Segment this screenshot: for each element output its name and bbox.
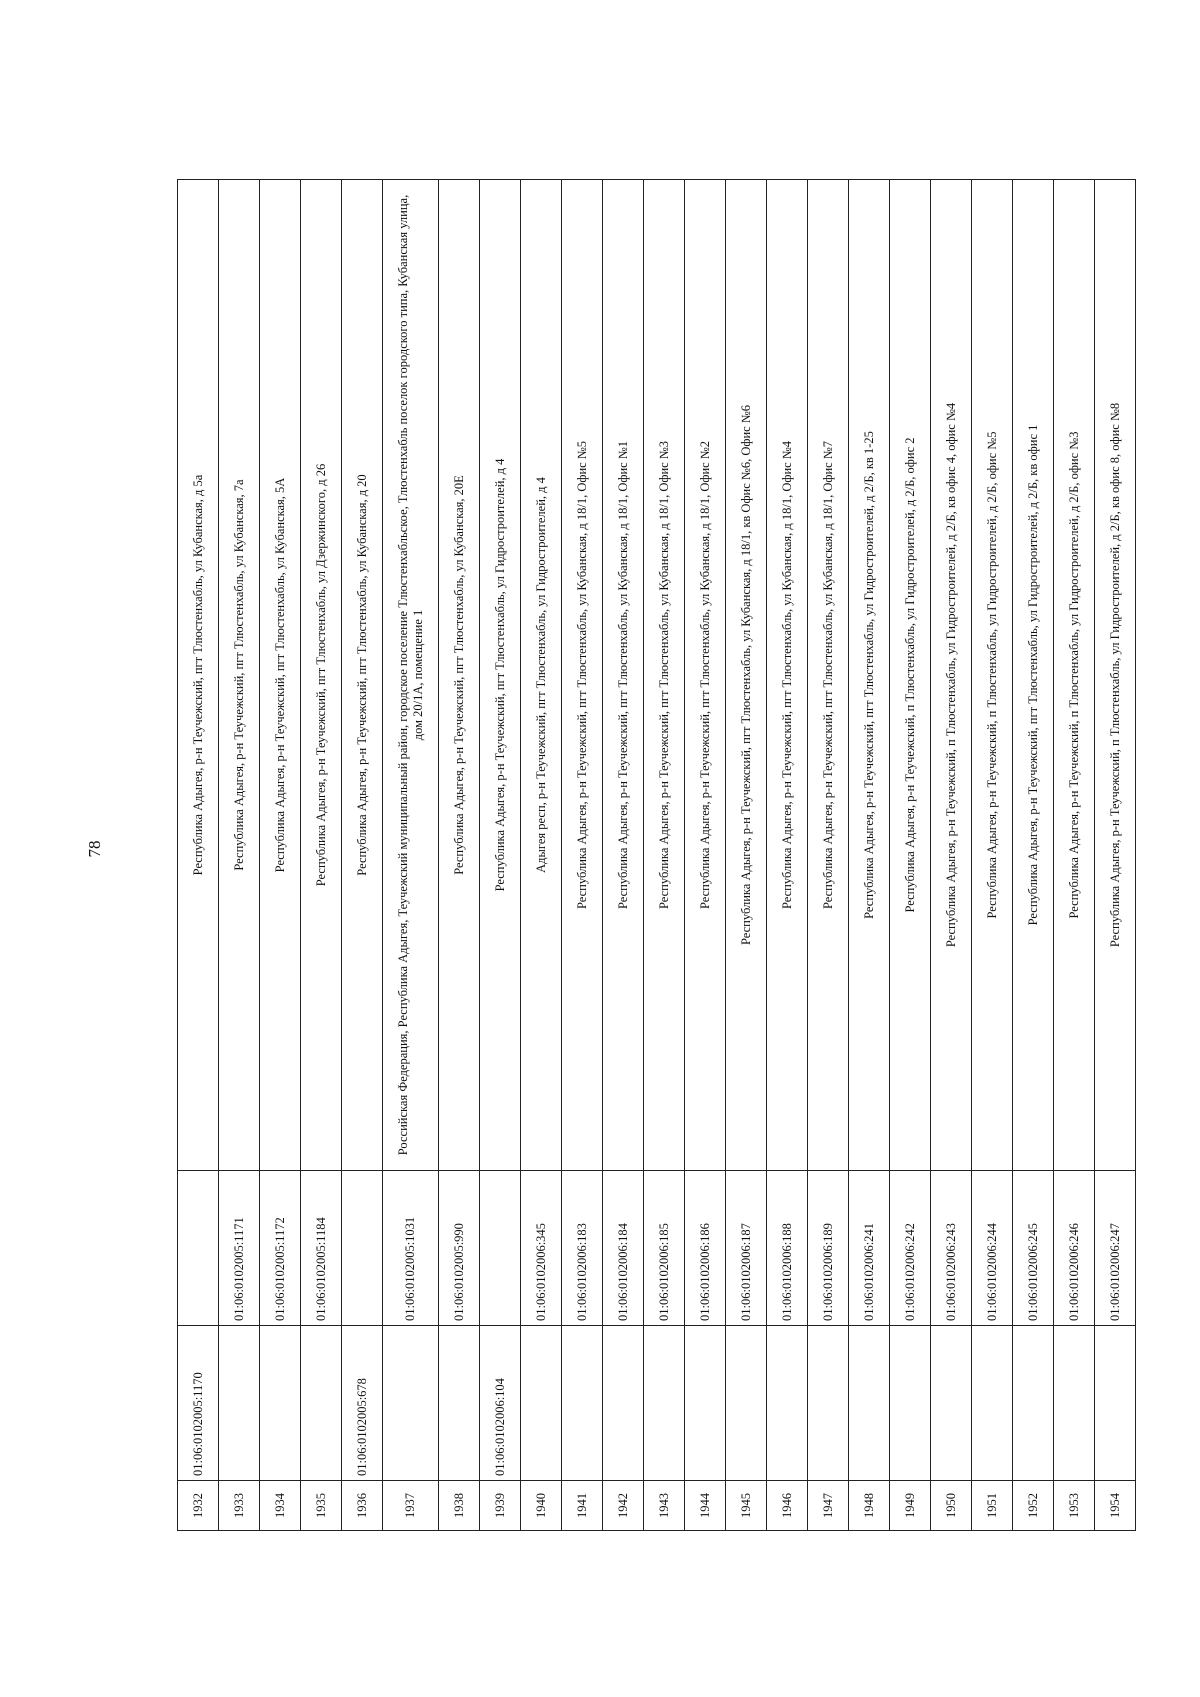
address: Республика Адыгея, р-н Теучежский, пгт Тлюстенхабль, ул Кубанская, д 18/1, Офис №1 — [603, 180, 644, 1171]
cadastral-number-parent: 01:06:0102005:1170 — [178, 1326, 219, 1481]
table-row — [1054, 180, 1095, 1531]
address: Республика Адыгея, р-н Теучежский, пгт Тлюстенхабль, ул Кубанская, д 5а — [178, 180, 219, 1171]
table-row — [1095, 180, 1136, 1531]
cadastral-number: 01:06:0102006:242 — [890, 1171, 931, 1326]
table-row — [849, 180, 890, 1531]
row-number: 1938 — [439, 1481, 480, 1531]
address: Республика Адыгея, р-н Теучежский, пгт Тлюстенхабль, ул Кубанская, 5А — [260, 180, 301, 1171]
address: Республика Адыгея, р-н Теучежский, пгт Тлюстенхабль, ул Дзержинского, д 26 — [301, 180, 342, 1171]
table-row — [1013, 180, 1054, 1531]
address: Республика Адыгея, р-н Теучежский, п Тлюстенхабль, ул Гидростроителей, д 2/Б, офис 2 — [890, 180, 931, 1171]
cadastral-number-parent — [439, 1326, 480, 1481]
row-number: 1935 — [301, 1481, 342, 1531]
address: Республика Адыгея, р-н Теучежский, пгт Тлюстенхабль, ул Кубанская, д 18/1, кв Офис №6, Офис №6 — [726, 180, 767, 1171]
cadastral-number: 01:06:0102006:189 — [808, 1171, 849, 1326]
cadastral-number-parent — [1013, 1326, 1054, 1481]
row-number: 1950 — [931, 1481, 972, 1531]
address: Республика Адыгея, р-н Теучежский, п Тлюстенхабль, ул Гидростроителей, д 2/Б, офис №3 — [1054, 180, 1095, 1171]
cadastral-number: 01:06:0102006:241 — [849, 1171, 890, 1326]
row-number: 1932 — [178, 1481, 219, 1531]
cadastral-number-parent: 01:06:0102005:678 — [342, 1326, 383, 1481]
cadastral-number: 01:06:0102006:183 — [562, 1171, 603, 1326]
table-row — [562, 180, 603, 1531]
row-number: 1944 — [685, 1481, 726, 1531]
cadastral-number: 01:06:0102006:244 — [972, 1171, 1013, 1326]
cadastral-number-parent — [603, 1326, 644, 1481]
address: Адыгея респ, р-н Теучежский, пгт Тлюстенхабль, ул Гидростроителей, д 4 — [521, 180, 562, 1171]
cadastral-number: 01:06:0102006:245 — [1013, 1171, 1054, 1326]
address: Республика Адыгея, р-н Теучежский, п Тлюстенхабль, ул Гидростроителей, д 2/Б, офис №5 — [972, 180, 1013, 1171]
cadastral-number-parent — [685, 1326, 726, 1481]
row-number: 1943 — [644, 1481, 685, 1531]
cadastral-number-parent — [219, 1326, 260, 1481]
row-number: 1952 — [1013, 1481, 1054, 1531]
address: Республика Адыгея, р-н Теучежский, пгт Тлюстенхабль, ул Кубанская, д 18/1, Офис №4 — [767, 180, 808, 1171]
parcels-table — [177, 179, 1136, 1531]
address: Республика Адыгея, р-н Теучежский, п Тлюстенхабль, ул Гидростроителей, д 2/Б, кв офис 8, офис №8 — [1095, 180, 1136, 1171]
table-row — [808, 180, 849, 1531]
cadastral-number: 01:06:0102006:184 — [603, 1171, 644, 1326]
cadastral-number — [342, 1171, 383, 1326]
row-number: 1934 — [260, 1481, 301, 1531]
parcels-table-body — [178, 180, 1136, 1531]
table-row — [480, 180, 521, 1531]
row-number: 1945 — [726, 1481, 767, 1531]
cadastral-number: 01:06:0102006:243 — [931, 1171, 972, 1326]
row-number: 1937 — [383, 1481, 439, 1531]
row-number: 1948 — [849, 1481, 890, 1531]
table-row — [972, 180, 1013, 1531]
cadastral-number-parent: 01:06:0102006:104 — [480, 1326, 521, 1481]
table-row — [890, 180, 931, 1531]
row-number: 1936 — [342, 1481, 383, 1531]
address: Республика Адыгея, р-н Теучежский, пгт Тлюстенхабль, ул Гидростроителей, д 2/Б, кв офис 1 — [1013, 180, 1054, 1171]
table-row — [219, 180, 260, 1531]
table-row — [685, 180, 726, 1531]
cadastral-number-parent — [726, 1326, 767, 1481]
cadastral-number: 01:06:0102006:247 — [1095, 1171, 1136, 1326]
table-row — [603, 180, 644, 1531]
cadastral-number: 01:06:0102006:246 — [1054, 1171, 1095, 1326]
row-number: 1941 — [562, 1481, 603, 1531]
row-number: 1939 — [480, 1481, 521, 1531]
table-row — [342, 180, 383, 1531]
cadastral-number-parent — [849, 1326, 890, 1481]
address: Российская Федерация, Республика Адыгея, Теучежский муниципальный район, городское поселение Тлюстенхабльское, Тлюстенхабль поселок городского типа, Кубанская улица, дом 20/1А, помещение 1 — [383, 180, 439, 1171]
address: Республика Адыгея, р-н Теучежский, пгт Тлюстенхабль, ул Кубанская, д 20 — [342, 180, 383, 1171]
row-number: 1953 — [1054, 1481, 1095, 1531]
row-number: 1949 — [890, 1481, 931, 1531]
address: Республика Адыгея, р-н Теучежский, пгт Тлюстенхабль, ул Кубанская, д 18/1, Офис №7 — [808, 180, 849, 1171]
address: Республика Адыгея, р-н Теучежский, пгт Тлюстенхабль, ул Кубанская, д 18/1, Офис №2 — [685, 180, 726, 1171]
table-row — [931, 180, 972, 1531]
cadastral-number-parent — [1054, 1326, 1095, 1481]
cadastral-number: 01:06:0102005:1171 — [219, 1171, 260, 1326]
cadastral-number: 01:06:0102005:990 — [439, 1171, 480, 1326]
table-row — [767, 180, 808, 1531]
cadastral-number: 01:06:0102006:185 — [644, 1171, 685, 1326]
cadastral-number: 01:06:0102005:1184 — [301, 1171, 342, 1326]
cadastral-number-parent — [890, 1326, 931, 1481]
cadastral-number: 01:06:0102005:1172 — [260, 1171, 301, 1326]
address: Республика Адыгея, р-н Теучежский, пгт Тлюстенхабль, ул Кубанская, 7а — [219, 180, 260, 1171]
cadastral-number — [480, 1171, 521, 1326]
address: Республика Адыгея, р-н Теучежский, пгт Тлюстенхабль, ул Кубанская, д 18/1, Офис №3 — [644, 180, 685, 1171]
table-row — [644, 180, 685, 1531]
cadastral-number-parent — [767, 1326, 808, 1481]
cadastral-number: 01:06:0102006:188 — [767, 1171, 808, 1326]
address: Республика Адыгея, р-н Теучежский, пгт Тлюстенхабль, ул Гидростроителей, д 4 — [480, 180, 521, 1171]
table-row — [301, 180, 342, 1531]
cadastral-number: 01:06:0102006:186 — [685, 1171, 726, 1326]
cadastral-number: 01:06:0102006:345 — [521, 1171, 562, 1326]
address: Республика Адыгея, р-н Теучежский, пгт Тлюстенхабль, ул Гидростроителей, д 2/Б, кв 1-25 — [849, 180, 890, 1171]
table-row — [439, 180, 480, 1531]
row-number: 1946 — [767, 1481, 808, 1531]
cadastral-number-parent — [972, 1326, 1013, 1481]
table-row — [521, 180, 562, 1531]
cadastral-number-parent — [383, 1326, 439, 1481]
row-number: 1942 — [603, 1481, 644, 1531]
cadastral-number: 01:06:0102006:187 — [726, 1171, 767, 1326]
page-number: 78 — [85, 840, 104, 858]
cadastral-number-parent — [521, 1326, 562, 1481]
row-number: 1933 — [219, 1481, 260, 1531]
address: Республика Адыгея, р-н Теучежский, пгт Тлюстенхабль, ул Кубанская, 20Е — [439, 180, 480, 1171]
cadastral-number — [178, 1171, 219, 1326]
table-row — [260, 180, 301, 1531]
table-row — [726, 180, 767, 1531]
address: Республика Адыгея, р-н Теучежский, п Тлюстенхабль, ул Гидростроителей, д 2/Б, кв офис 4, офис №4 — [931, 180, 972, 1171]
table-row — [383, 180, 439, 1531]
cadastral-number-parent — [562, 1326, 603, 1481]
row-number: 1951 — [972, 1481, 1013, 1531]
cadastral-number-parent — [931, 1326, 972, 1481]
cadastral-number-parent — [808, 1326, 849, 1481]
cadastral-number-parent — [260, 1326, 301, 1481]
cadastral-number: 01:06:0102005:1031 — [383, 1171, 439, 1326]
row-number: 1954 — [1095, 1481, 1136, 1531]
cadastral-number-parent — [301, 1326, 342, 1481]
address: Республика Адыгея, р-н Теучежский, пгт Тлюстенхабль, ул Кубанская, д 18/1, Офис №5 — [562, 180, 603, 1171]
cadastral-number-parent — [644, 1326, 685, 1481]
cadastral-number-parent — [1095, 1326, 1136, 1481]
row-number: 1947 — [808, 1481, 849, 1531]
table-row — [178, 180, 219, 1531]
row-number: 1940 — [521, 1481, 562, 1531]
